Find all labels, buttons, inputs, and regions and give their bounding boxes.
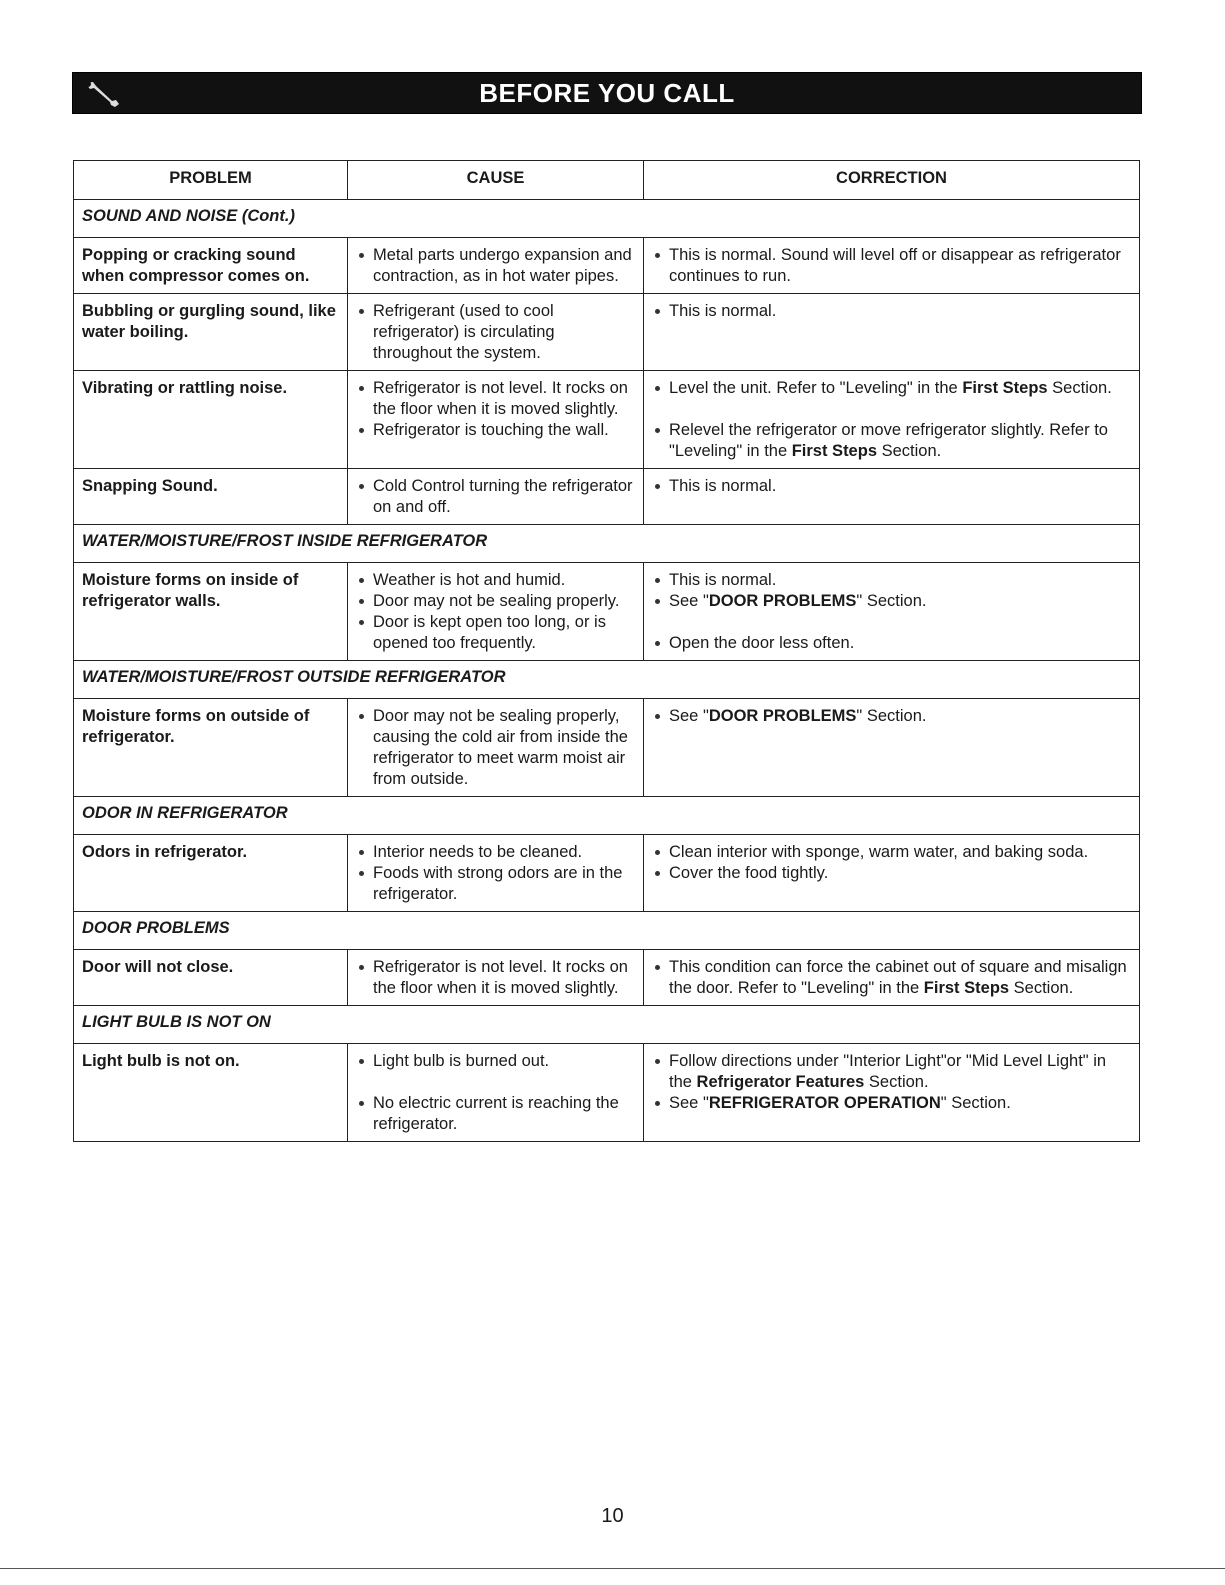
cause-cell bbox=[348, 469, 644, 525]
table-row bbox=[74, 1044, 1140, 1142]
correction-cell bbox=[644, 1044, 1140, 1142]
correction-text: This condition can force the cabinet out of square and misalign the door. Refer to "Leveling" in the bbox=[669, 958, 1127, 997]
correction-text: See " bbox=[669, 1094, 709, 1112]
correction-item: Clean interior with sponge, warm water, and baking soda. bbox=[652, 842, 1131, 863]
table-row bbox=[74, 238, 1140, 294]
problem-cell: Bubbling or gurgling sound, like water boiling. bbox=[74, 294, 348, 371]
cause-list bbox=[356, 245, 635, 287]
correction-text: " Section. bbox=[940, 1094, 1011, 1112]
cause-item: Interior needs to be cleaned. bbox=[356, 842, 635, 863]
correction-text: Section. bbox=[1047, 379, 1112, 397]
correction-text: Relevel the refrigerator or move refrigerator slightly. Refer to "Leveling" in the bbox=[669, 421, 1108, 460]
section-reference: Refrigerator Features bbox=[696, 1073, 865, 1091]
correction-text: See " bbox=[669, 592, 709, 610]
cause-list bbox=[356, 706, 635, 790]
correction-text: " Section. bbox=[856, 707, 927, 725]
table-row bbox=[74, 699, 1140, 797]
cause-list bbox=[356, 378, 635, 441]
correction-item: This is normal. bbox=[652, 476, 1131, 497]
problem-cell: Light bulb is not on. bbox=[74, 1044, 348, 1142]
correction-list bbox=[652, 301, 1131, 322]
correction-list bbox=[652, 957, 1131, 999]
section-reference: DOOR PROBLEMS bbox=[708, 592, 857, 610]
problem-cell: Moisture forms on inside of refrigerator walls. bbox=[74, 563, 348, 661]
correction-cell bbox=[644, 699, 1140, 797]
section-title: DOOR PROBLEMS bbox=[74, 912, 1140, 950]
cause-cell bbox=[348, 563, 644, 661]
correction-text: Section. bbox=[877, 442, 942, 460]
cause-cell bbox=[348, 371, 644, 469]
table-row bbox=[74, 950, 1140, 1006]
section-reference: First Steps bbox=[923, 979, 1010, 997]
column-header-cause: CAUSE bbox=[348, 161, 644, 200]
cause-list bbox=[356, 476, 635, 518]
correction-text: Level the unit. Refer to "Leveling" in the bbox=[669, 379, 963, 397]
correction-list bbox=[652, 706, 1131, 727]
section-title: WATER/MOISTURE/FROST INSIDE REFRIGERATOR bbox=[74, 525, 1140, 563]
cause-cell bbox=[348, 1044, 644, 1142]
correction-cell bbox=[644, 469, 1140, 525]
correction-cell bbox=[644, 563, 1140, 661]
correction-list bbox=[652, 842, 1131, 884]
correction-item bbox=[652, 591, 1131, 612]
correction-text: " Section. bbox=[856, 592, 927, 610]
table-row bbox=[74, 294, 1140, 371]
cause-item: No electric current is reaching the refrigerator. bbox=[356, 1093, 635, 1135]
cause-item: Refrigerator is not level. It rocks on the floor when it is moved slightly. bbox=[356, 378, 635, 420]
section-title: SOUND AND NOISE (Cont.) bbox=[74, 200, 1140, 238]
problem-cell: Door will not close. bbox=[74, 950, 348, 1006]
correction-text: Follow directions under "Interior Light"or "Mid Level Light" in the bbox=[669, 1052, 1107, 1091]
correction-text: See " bbox=[669, 707, 709, 725]
table-row bbox=[74, 469, 1140, 525]
cause-item: Weather is hot and humid. bbox=[356, 570, 635, 591]
correction-item bbox=[652, 1093, 1131, 1114]
cause-item: Refrigerator is touching the wall. bbox=[356, 420, 635, 441]
footer-divider bbox=[0, 1568, 1225, 1569]
correction-item bbox=[652, 1051, 1131, 1093]
troubleshooting-table bbox=[73, 160, 1140, 1142]
correction-cell bbox=[644, 294, 1140, 371]
cause-cell bbox=[348, 699, 644, 797]
correction-item bbox=[652, 957, 1131, 999]
correction-item: This is normal. bbox=[652, 570, 1131, 591]
cause-list bbox=[356, 570, 635, 654]
cause-cell bbox=[348, 238, 644, 294]
cause-cell bbox=[348, 835, 644, 912]
header-banner bbox=[72, 72, 1142, 114]
section-row bbox=[74, 200, 1140, 238]
problem-cell: Snapping Sound. bbox=[74, 469, 348, 525]
table-header-row bbox=[74, 161, 1140, 200]
correction-item bbox=[652, 706, 1131, 727]
correction-list bbox=[652, 245, 1131, 287]
correction-item: This is normal. Sound will level off or disappear as refrigerator continues to run. bbox=[652, 245, 1131, 287]
section-row bbox=[74, 1006, 1140, 1044]
problem-cell: Odors in refrigerator. bbox=[74, 835, 348, 912]
correction-item: Cover the food tightly. bbox=[652, 863, 1131, 884]
correction-cell bbox=[644, 371, 1140, 469]
cause-list bbox=[356, 301, 635, 364]
correction-item bbox=[652, 378, 1131, 399]
table-row bbox=[74, 371, 1140, 469]
section-title: ODOR IN REFRIGERATOR bbox=[74, 797, 1140, 835]
problem-cell: Vibrating or rattling noise. bbox=[74, 371, 348, 469]
section-reference: DOOR PROBLEMS bbox=[708, 707, 857, 725]
cause-cell bbox=[348, 950, 644, 1006]
problem-cell: Moisture forms on outside of refrigerator. bbox=[74, 699, 348, 797]
cause-item: Cold Control turning the refrigerator on and off. bbox=[356, 476, 635, 518]
correction-item bbox=[652, 420, 1131, 462]
table-body bbox=[74, 200, 1140, 1142]
section-title: LIGHT BULB IS NOT ON bbox=[74, 1006, 1140, 1044]
correction-list bbox=[652, 570, 1131, 654]
problem-cell: Popping or cracking sound when compressor comes on. bbox=[74, 238, 348, 294]
wrench-icon bbox=[79, 77, 123, 109]
section-reference: First Steps bbox=[962, 379, 1048, 397]
cause-list bbox=[356, 957, 635, 999]
correction-list bbox=[652, 378, 1131, 462]
section-row bbox=[74, 525, 1140, 563]
correction-text: Section. bbox=[1009, 979, 1074, 997]
correction-item: This is normal. bbox=[652, 301, 1131, 322]
section-row bbox=[74, 797, 1140, 835]
section-row bbox=[74, 661, 1140, 699]
correction-cell bbox=[644, 950, 1140, 1006]
cause-item: Foods with strong odors are in the refrigerator. bbox=[356, 863, 635, 905]
cause-item: Refrigerator is not level. It rocks on the floor when it is moved slightly. bbox=[356, 957, 635, 999]
correction-cell bbox=[644, 835, 1140, 912]
section-row bbox=[74, 912, 1140, 950]
correction-list bbox=[652, 476, 1131, 497]
correction-list bbox=[652, 1051, 1131, 1114]
cause-list bbox=[356, 842, 635, 905]
cause-item: Door may not be sealing properly. bbox=[356, 591, 635, 612]
correction-cell bbox=[644, 238, 1140, 294]
cause-list bbox=[356, 1051, 635, 1135]
column-header-problem: PROBLEM bbox=[74, 161, 348, 200]
correction-text: Section. bbox=[864, 1073, 929, 1091]
correction-item: Open the door less often. bbox=[652, 633, 1131, 654]
table-row bbox=[74, 563, 1140, 661]
column-header-correction: CORRECTION bbox=[644, 161, 1140, 200]
section-reference: REFRIGERATOR OPERATION bbox=[708, 1094, 941, 1112]
cause-item: Metal parts undergo expansion and contraction, as in hot water pipes. bbox=[356, 245, 635, 287]
page-title: BEFORE YOU CALL bbox=[479, 77, 735, 108]
section-title: WATER/MOISTURE/FROST OUTSIDE REFRIGERATOR bbox=[74, 661, 1140, 699]
page-number: 10 bbox=[601, 1505, 624, 1527]
cause-cell bbox=[348, 294, 644, 371]
cause-item: Door may not be sealing properly, causing the cold air from inside the refrigerator to meet warm moist air from outside. bbox=[356, 706, 635, 790]
section-reference: First Steps bbox=[791, 442, 877, 460]
cause-item: Light bulb is burned out. bbox=[356, 1051, 635, 1072]
table-row bbox=[74, 835, 1140, 912]
cause-item: Door is kept open too long, or is opened too frequently. bbox=[356, 612, 635, 654]
cause-item: Refrigerant (used to cool refrigerator) is circulating throughout the system. bbox=[356, 301, 635, 364]
